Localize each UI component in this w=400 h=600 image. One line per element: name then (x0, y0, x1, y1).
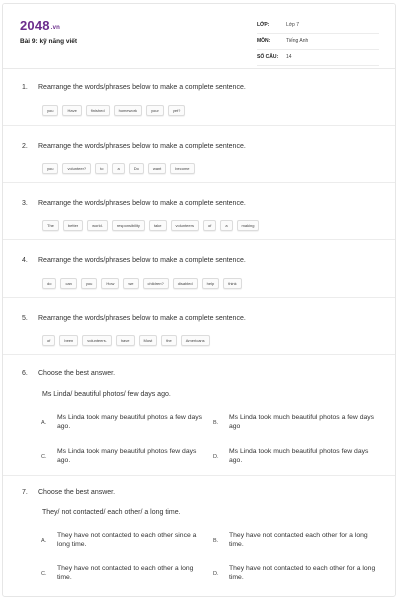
word-chip[interactable]: a (112, 163, 124, 174)
word-chips (42, 220, 259, 231)
question-instruction (22, 84, 246, 91)
option-text: They have not contacted to each other a long time. (57, 565, 194, 581)
question-instruction (22, 489, 115, 496)
question-instruction (22, 315, 246, 322)
option-letter: A. (41, 538, 47, 544)
question-instruction (22, 257, 246, 264)
question-instruction (22, 143, 246, 150)
meta-row-class (257, 20, 379, 34)
instruction-text: Rearrange the words/phrases below to make a complete sentence. (38, 84, 246, 91)
option-text: They have not contacted each other for a long time. (229, 532, 368, 548)
question-6 (3, 355, 396, 476)
word-chip[interactable]: help (202, 278, 220, 289)
instruction-text: Rearrange the words/phrases below to make a complete sentence. (38, 143, 246, 150)
option-letter: B. (213, 538, 219, 544)
word-chip[interactable]: making (237, 220, 260, 231)
logo-tld: .vn (50, 25, 61, 31)
word-chips (42, 335, 210, 346)
word-chip[interactable]: Most (139, 335, 158, 346)
word-chip[interactable]: you (81, 278, 97, 289)
meta-info (257, 20, 379, 68)
question-instruction (22, 370, 115, 377)
site-logo[interactable] (20, 18, 60, 33)
word-chip[interactable]: volunteers (171, 220, 199, 231)
question-number: 3. (22, 200, 28, 207)
word-chip[interactable]: want (148, 163, 166, 174)
word-chip[interactable]: of (42, 335, 55, 346)
word-chip[interactable]: Do (129, 163, 144, 174)
word-chip[interactable]: become (170, 163, 194, 174)
option-text: They have not contacted to each other since a long time. (57, 532, 197, 548)
word-chip[interactable]: do (42, 278, 56, 289)
word-chip[interactable]: been (59, 335, 78, 346)
question-number: 6. (22, 370, 28, 377)
instruction-text: Choose the best answer. (38, 489, 116, 496)
question-7 (3, 476, 396, 597)
word-chip[interactable]: The (42, 220, 59, 231)
word-chip[interactable]: disabled (173, 278, 198, 289)
word-chip[interactable]: yet? (168, 105, 186, 116)
word-chip[interactable]: think (223, 278, 241, 289)
question-3 (3, 183, 396, 240)
meta-label: LỚP: (257, 22, 270, 28)
question-number: 7. (22, 489, 28, 496)
word-chip[interactable]: the (161, 335, 177, 346)
lesson-title: Bài 9: kỹ năng viết (20, 38, 78, 45)
question-number: 5. (22, 315, 28, 322)
instruction-text: Rearrange the words/phrases below to make a complete sentence. (38, 315, 246, 322)
word-chip[interactable]: you (42, 105, 58, 116)
option-text: Ms Linda took much beautiful photos a few days ago (229, 414, 375, 430)
meta-row-count (257, 52, 379, 66)
meta-value: Tiếng Anh (286, 38, 309, 44)
word-chip[interactable]: can (60, 278, 76, 289)
question-5 (3, 298, 396, 355)
option-letter: B. (213, 420, 219, 426)
option-letter: D. (213, 571, 219, 577)
meta-row-subject (257, 36, 379, 50)
logo-text: 2048 (20, 18, 50, 33)
word-chip[interactable]: world. (87, 220, 108, 231)
word-chips (42, 163, 195, 174)
instruction-text: Choose the best answer. (38, 370, 116, 377)
option-letter: C. (41, 571, 47, 577)
word-chip[interactable]: finished (86, 105, 110, 116)
question-number: 4. (22, 257, 28, 264)
option-text: They have not contacted to each other for a long time. (229, 565, 376, 581)
word-chip[interactable]: your (146, 105, 164, 116)
option-letter: A. (41, 420, 47, 426)
option-text: Ms Linda took many beautiful photos a few days ago. (57, 414, 203, 430)
word-chips (42, 278, 242, 289)
question-instruction (22, 200, 246, 207)
question-4 (3, 240, 396, 298)
question-number: 1. (22, 84, 28, 91)
word-chip[interactable]: you (42, 163, 58, 174)
option-text: Ms Linda took many beautiful photos few days ago. (57, 448, 197, 464)
word-chip[interactable]: Americans (181, 335, 210, 346)
question-2 (3, 126, 396, 183)
word-chip[interactable]: volunteers. (82, 335, 112, 346)
option-text: Ms Linda took much beautiful photos few days ago. (229, 448, 369, 464)
question-number: 2. (22, 143, 28, 150)
question-prompt: Ms Linda/ beautiful photos/ few days ago. (42, 391, 171, 398)
word-chip[interactable]: take (149, 220, 167, 231)
question-1 (3, 69, 396, 126)
worksheet (2, 3, 396, 597)
question-prompt: They/ not contacted/ each other/ a long time. (42, 509, 181, 516)
word-chip[interactable]: homework (114, 105, 142, 116)
word-chip[interactable]: children? (143, 278, 169, 289)
instruction-text: Rearrange the words/phrases below to make a complete sentence. (38, 200, 246, 207)
word-chip[interactable]: volunteer? (62, 163, 91, 174)
word-chips (42, 105, 185, 116)
word-chip[interactable]: Have (62, 105, 81, 116)
meta-label: MÔN: (257, 38, 271, 44)
instruction-text: Rearrange the words/phrases below to make a complete sentence. (38, 257, 246, 264)
meta-value: 14 (286, 54, 292, 60)
word-chip[interactable]: a (220, 220, 232, 231)
meta-label: SỐ CÂU: (257, 54, 279, 60)
word-chip[interactable]: we (123, 278, 138, 289)
word-chip[interactable]: How (101, 278, 119, 289)
worksheet-header (3, 4, 395, 69)
word-chip[interactable]: to (95, 163, 108, 174)
option-letter: D. (213, 454, 219, 460)
option-letter: C. (41, 454, 47, 460)
word-chip[interactable]: have (116, 335, 135, 346)
word-chip[interactable]: responsibility (112, 220, 145, 231)
word-chip[interactable]: of (203, 220, 216, 231)
word-chip[interactable]: better (63, 220, 83, 231)
meta-value: Lớp 7 (286, 22, 300, 28)
